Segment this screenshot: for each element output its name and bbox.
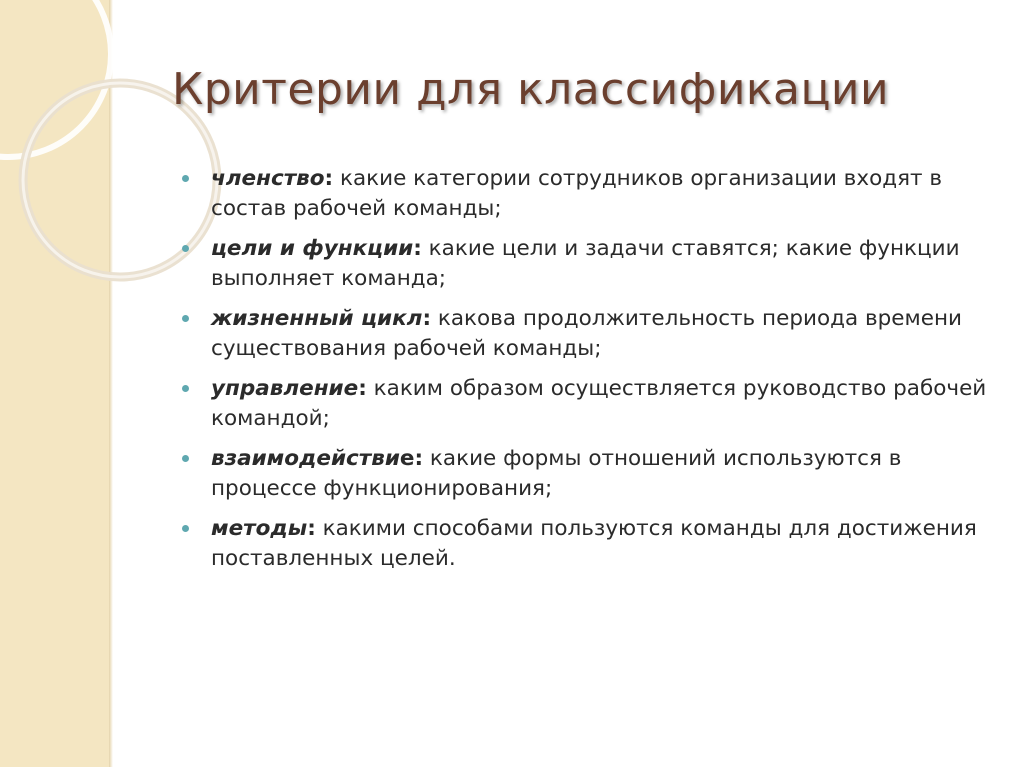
list-item-lifecycle — [180, 304, 1000, 364]
term: цели и функции — [211, 236, 414, 261]
bullet-dot-icon — [182, 175, 189, 182]
list-item-interaction — [180, 444, 1000, 504]
description: какие категории сотрудников организации входят в состав рабочей команды; — [211, 166, 943, 221]
term-colon: : — [324, 166, 334, 191]
bullet-dot-icon — [182, 525, 189, 532]
term-colon: : — [413, 236, 422, 261]
bullet-dot-icon — [182, 385, 189, 392]
decorative-side-band — [0, 0, 113, 767]
bullet-dot-icon — [182, 315, 189, 322]
slide-title: Критерии для классификации — [172, 64, 890, 115]
bullet-dot-icon — [182, 455, 189, 462]
term: жизненный цикл — [211, 306, 423, 331]
term: управление — [211, 376, 359, 401]
term-colon: е: — [399, 446, 424, 471]
term: методы — [211, 516, 308, 541]
list-item-goals — [180, 234, 1000, 294]
description: какими способами пользуются команды для достижения поставленных целей. — [211, 516, 977, 571]
description: какие цели и задачи ставятся; какие функции выполняет команда; — [211, 236, 960, 291]
term: членство — [211, 166, 325, 191]
description: какова продолжительность периода времени существования рабочей команды; — [211, 306, 963, 361]
description: каким образом осуществляется руководство рабочей командой; — [211, 376, 987, 431]
description: какие формы отношений используются в процессе функционирования; — [211, 446, 902, 501]
bullet-dot-icon — [182, 245, 189, 252]
criteria-list — [180, 164, 1000, 584]
list-item-membership — [180, 164, 1000, 224]
side-band-edge — [109, 0, 113, 767]
term-colon: : — [358, 376, 367, 401]
term-colon: : — [307, 516, 316, 541]
term-colon: : — [422, 306, 432, 331]
term: взаимодействи — [211, 446, 400, 471]
list-item-methods — [180, 514, 1000, 574]
list-item-management — [180, 374, 1000, 434]
